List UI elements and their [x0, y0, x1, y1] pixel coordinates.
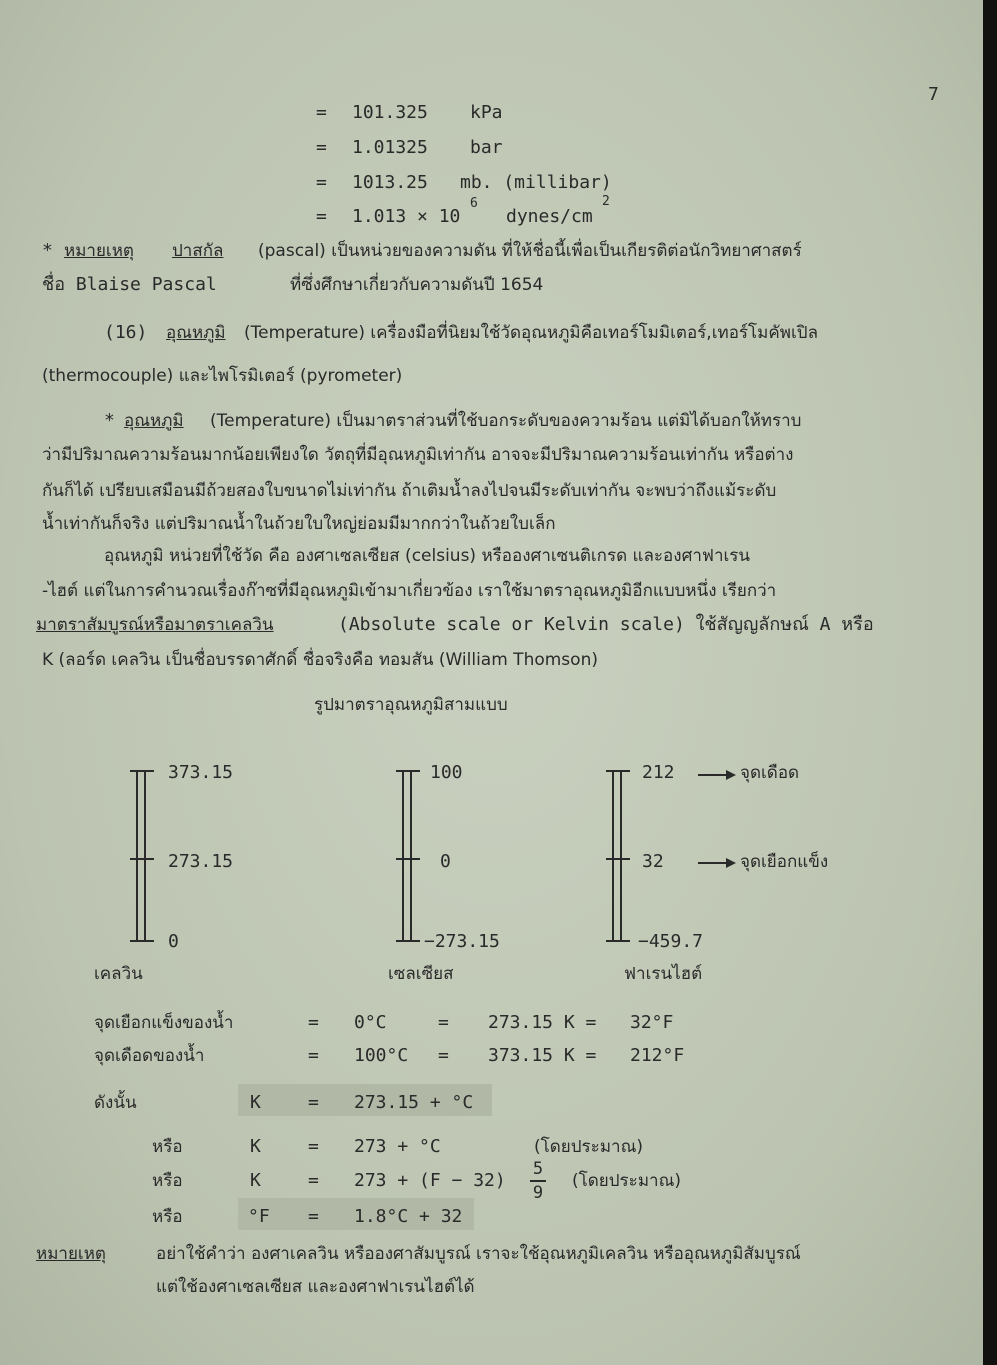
pressure-value: 101.325 — [352, 102, 428, 123]
eq-celsius: 0°C — [354, 1012, 387, 1033]
eq-rhs: 273.15 + °C — [354, 1092, 474, 1113]
kelvin-tick — [130, 770, 154, 772]
eq-label: หรือ — [152, 1171, 183, 1191]
pressure-value: 1.013 × 10 — [352, 206, 461, 227]
final-note-text: แต่ใช้องศาเซลเซียส และองศาฟาเรนไฮต์ได้ — [156, 1277, 475, 1297]
note-term: ปาสกัล — [172, 241, 224, 261]
fahrenheit-top-value: 212 — [642, 762, 675, 783]
fahrenheit-mid-value: 32 — [642, 851, 664, 872]
eq-label: จุดเยือกแข็งของน้ำ — [94, 1013, 234, 1033]
fahrenheit-tick — [606, 940, 630, 942]
para-text: (Absolute scale or Kelvin scale) ใช้สัญญลักษณ์ A หรือ — [338, 614, 874, 635]
pressure-eq: = — [316, 102, 327, 123]
fraction-denominator: 9 — [532, 1183, 544, 1203]
eq-lhs: K — [250, 1092, 261, 1113]
fahrenheit-tick — [606, 770, 630, 772]
section-text: (thermocouple) และไพโรมิเตอร์ (pyrometer) — [42, 366, 403, 386]
kelvin-tick — [130, 940, 154, 942]
kelvin-mid-value: 273.15 — [168, 851, 234, 872]
celsius-tick — [396, 858, 420, 860]
pressure-unit: bar — [470, 137, 503, 158]
para-term: อุณหภูมิ — [124, 411, 184, 431]
fraction-bar — [530, 1180, 546, 1182]
para-text: กันก็ได้ เปรียบเสมือนมีถ้วยสองใบขนาดไม่เท่ากัน ถ้าเติมน้ำลงไปจนมีระดับเท่ากัน จะพบว่าถึงแม้ระดับ — [42, 481, 777, 501]
section-text: (Temperature) เครื่องมือที่นิยมใช้วัดอุณหภูมิคือเทอร์โมมิเตอร์,เทอร์โมคัพเปิล — [244, 323, 818, 343]
eq-sign: = — [438, 1045, 449, 1066]
section-term: อุณหภูมิ — [166, 323, 226, 343]
fahrenheit-scale-bar — [620, 770, 622, 942]
pressure-unit: kPa — [470, 102, 503, 123]
eq-sign: = — [308, 1092, 319, 1113]
celsius-tick — [396, 770, 420, 772]
kelvin-scale-name: เคลวิน — [94, 964, 143, 984]
fahrenheit-tick — [606, 858, 630, 860]
boiling-label: จุดเดือด — [740, 763, 800, 783]
celsius-tick — [396, 940, 420, 942]
eq-lhs: K — [250, 1136, 261, 1157]
note-label: หมายเหตุ — [64, 241, 134, 261]
note-text: ชื่อ Blaise Pascal — [42, 274, 217, 295]
eq-label: จุดเดือดของน้ำ — [94, 1046, 205, 1066]
para-text: ว่ามีปริมาณความร้อนมากน้อยเพียงใด วัตถุที่มีอุณหภูมิเท่ากัน อาจจะมีปริมาณความร้อนเท่ากัน หรือต่าง — [42, 445, 794, 465]
para-term: มาตราสัมบูรณ์หรือมาตราเคลวิน — [36, 615, 274, 635]
eq-sign: = — [308, 1136, 319, 1157]
note-text: ที่ซึ่งศึกษาเกี่ยวกับความดันปี 1654 — [290, 275, 544, 295]
para-star: * — [104, 410, 115, 431]
freezing-label: จุดเยือกแข็ง — [740, 852, 829, 872]
note-star: * — [42, 240, 53, 261]
para-text: (Temperature) เป็นมาตราส่วนที่ใช้บอกระดับของความร้อน แต่มิได้บอกให้ทราบ — [210, 411, 802, 431]
note-text: (pascal) เป็นหน่วยของความดัน ที่ให้ชื่อนี้เพื่อเป็นเกียรติต่อนักวิทยาศาสตร์ — [258, 241, 802, 261]
pressure-unit: dynes/cm — [506, 206, 593, 227]
eq-sign: = — [308, 1045, 319, 1066]
eq-sign: = — [438, 1012, 449, 1033]
eq-celsius: 100°C — [354, 1045, 409, 1066]
celsius-scale-bar — [402, 770, 404, 942]
para-text: อุณหภูมิ หน่วยที่ใช้วัด คือ องศาเซลเซียส (celsius) หรือองศาเซนติเกรด และองศาฟาเรน — [104, 546, 751, 566]
eq-lhs: K — [250, 1170, 261, 1191]
eq-sign: = — [308, 1206, 319, 1227]
eq-label: หรือ — [152, 1137, 183, 1157]
eq-label: หรือ — [152, 1207, 183, 1227]
fahrenheit-scale-name: ฟาเรนไฮต์ — [624, 964, 703, 984]
eq-note: (โดยประมาณ) — [534, 1137, 643, 1157]
celsius-mid-value: 0 — [440, 851, 451, 872]
eq-rhs: 273 + (F − 32) — [354, 1170, 506, 1191]
kelvin-top-value: 373.15 — [168, 762, 234, 783]
eq-note: (โดยประมาณ) — [572, 1171, 681, 1191]
pressure-unit: mb. (millibar) — [460, 172, 612, 193]
figure-caption: รูปมาตราอุณหภูมิสามแบบ — [314, 695, 508, 715]
page-number: 7 — [928, 84, 939, 105]
arrow-right-icon — [698, 774, 728, 776]
eq-fahrenheit: 32°F — [630, 1012, 674, 1033]
final-note-text: อย่าใช้คำว่า องศาเคลวิน หรือองศาสัมบูรณ์ เราจะใช้อุณหภูมิเคลวิน หรืออุณหภูมิสัมบูรณ์ — [156, 1244, 801, 1264]
celsius-bottom-value: −273.15 — [424, 931, 500, 952]
eq-fahrenheit: 212°F — [630, 1045, 685, 1066]
section-number: (16) — [104, 322, 148, 343]
pressure-exponent: 6 — [470, 196, 478, 211]
pressure-eq: = — [316, 137, 327, 158]
fahrenheit-bottom-value: −459.7 — [638, 931, 704, 952]
para-text: K (ลอร์ด เคลวิน เป็นชื่อบรรดาศักดิ์ ชื่อจริงคือ ทอมสัน (William Thomson) — [42, 650, 598, 670]
eq-kelvin: 373.15 K = — [488, 1045, 597, 1066]
eq-sign: = — [308, 1170, 319, 1191]
eq-label: ดังนั้น — [94, 1093, 137, 1113]
celsius-top-value: 100 — [430, 762, 463, 783]
pressure-eq: = — [316, 206, 327, 227]
celsius-scale-bar — [410, 770, 412, 942]
pressure-unit-exponent: 2 — [602, 194, 610, 209]
eq-lhs: °F — [248, 1206, 270, 1227]
pressure-value: 1013.25 — [352, 172, 428, 193]
fahrenheit-scale-bar — [612, 770, 614, 942]
para-text: -ไฮต์ แต่ในการคำนวณเรื่องก๊าซที่มีอุณหภูมิเข้ามาเกี่ยวข้อง เราใช้มาตราอุณหภูมิอีกแบบหนึ่ง เรียกว่า — [42, 581, 777, 601]
final-note-label: หมายเหตุ — [36, 1244, 106, 1264]
eq-kelvin: 273.15 K = — [488, 1012, 597, 1033]
kelvin-scale-bar — [136, 770, 138, 942]
celsius-scale-name: เซลเซียส — [388, 964, 454, 984]
kelvin-tick — [130, 858, 154, 860]
arrow-right-icon — [698, 862, 728, 864]
kelvin-scale-bar — [144, 770, 146, 942]
page-edge-shadow — [983, 0, 997, 1365]
eq-rhs: 273 + °C — [354, 1136, 441, 1157]
eq-sign: = — [308, 1012, 319, 1033]
para-text: น้ำเท่ากันก็จริง แต่ปริมาณน้ำในถ้วยใบใหญ่ย่อมมีมากกว่าในถ้วยใบเล็ก — [42, 514, 556, 534]
pressure-value: 1.01325 — [352, 137, 428, 158]
kelvin-bottom-value: 0 — [168, 931, 179, 952]
pressure-eq: = — [316, 172, 327, 193]
eq-rhs: 1.8°C + 32 — [354, 1206, 463, 1227]
fraction-numerator: 5 — [532, 1159, 544, 1179]
